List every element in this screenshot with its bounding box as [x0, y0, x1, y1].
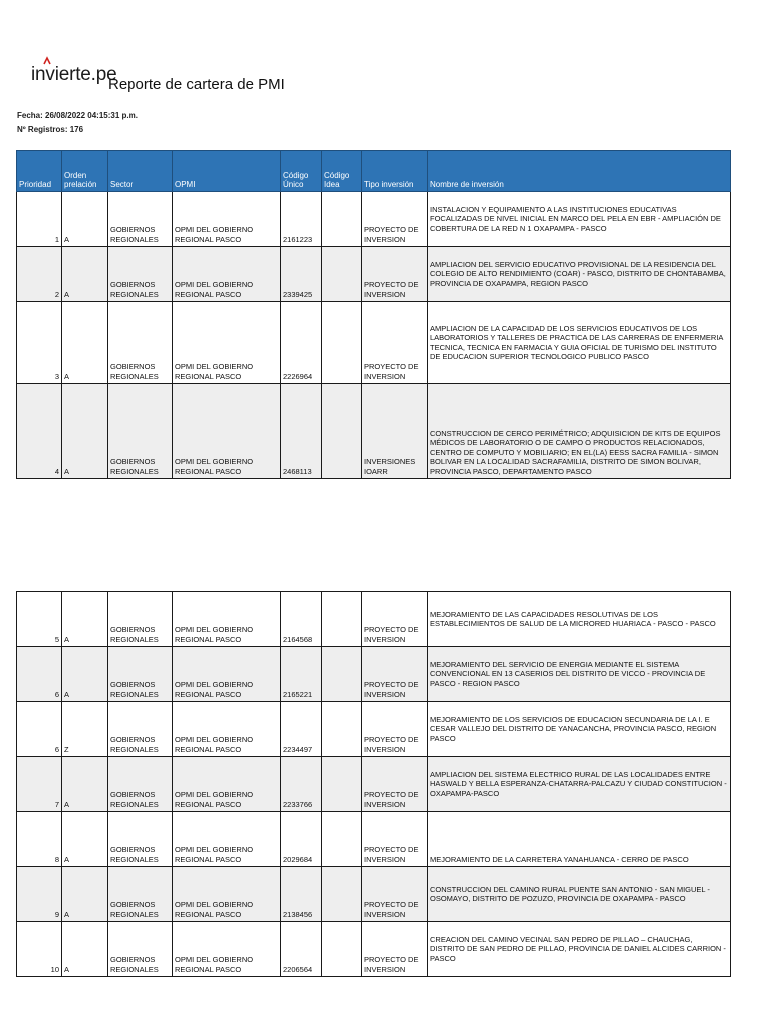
cell-tipo: PROYECTO DE INVERSION	[362, 757, 428, 812]
cell-nombre: AMPLIACION DE LA CAPACIDAD DE LOS SERVICIOS EDUCATIVOS DE LOS LABORATORIOS Y TALLERES DE PRACTICA DE LAS CARRERAS DE ENFERMERIA TECNICA, TECNICA EN FARMACIA Y GUIA OFICIAL DE TURISMO DEL INSTITUTO DE EDUCACION SUPERIOR TECNOLOGICO PUBLICO PASCO	[428, 302, 731, 384]
col-header-nombre: Nombre de inversión	[428, 151, 731, 192]
cell-tipo: PROYECTO DE INVERSION	[362, 647, 428, 702]
cell-opmi: OPMI DEL GOBIERNO REGIONAL PASCO	[173, 192, 281, 247]
cell-prioridad: 2	[17, 247, 62, 302]
cell-codigo-idea	[322, 192, 362, 247]
cell-orden: A	[62, 812, 108, 867]
cell-codigo-idea	[322, 384, 362, 479]
cell-sector: GOBIERNOS REGIONALES	[108, 384, 173, 479]
cell-sector: GOBIERNOS REGIONALES	[108, 302, 173, 384]
cell-codigo-idea	[322, 247, 362, 302]
cell-codigo-idea	[322, 757, 362, 812]
cell-codigo-idea	[322, 647, 362, 702]
cell-codigo-unico: 2161223	[281, 192, 322, 247]
cell-codigo-idea	[322, 592, 362, 647]
cell-codigo-unico: 2226964	[281, 302, 322, 384]
cell-codigo-unico: 2339425	[281, 247, 322, 302]
cell-orden: A	[62, 757, 108, 812]
col-header-orden: Orden prelación	[62, 151, 108, 192]
cell-codigo-idea	[322, 922, 362, 977]
cell-sector: GOBIERNOS REGIONALES	[108, 702, 173, 757]
cell-prioridad: 7	[17, 757, 62, 812]
cell-codigo-unico: 2164568	[281, 592, 322, 647]
cell-tipo: INVERSIONES IOARR	[362, 384, 428, 479]
cell-tipo: PROYECTO DE INVERSION	[362, 702, 428, 757]
cell-prioridad: 1	[17, 192, 62, 247]
cell-opmi: OPMI DEL GOBIERNO REGIONAL PASCO	[173, 867, 281, 922]
cell-orden: A	[62, 922, 108, 977]
cell-codigo-idea	[322, 867, 362, 922]
record-count: Nº Registros: 176	[17, 125, 84, 134]
cell-nombre: MEJORAMIENTO DEL SERVICIO DE ENERGIA MEDIANTE EL SISTEMA CONVENCIONAL EN 13 CASERIOS DEL DISTRITO DE VICCO - PROVINCIA DE PASCO - REGION PASCO	[428, 647, 731, 702]
cell-nombre: MEJORAMIENTO DE LAS CAPACIDADES RESOLUTIVAS DE LOS ESTABLECIMIENTOS DE SALUD DE LA MICRORED HUARIACA - PASCO - PASCO	[428, 592, 731, 647]
cell-orden: A	[62, 867, 108, 922]
cell-tipo: PROYECTO DE INVERSION	[362, 812, 428, 867]
col-header-tipo: Tipo inversión	[362, 151, 428, 192]
cell-sector: GOBIERNOS REGIONALES	[108, 592, 173, 647]
table-row	[17, 812, 731, 867]
cell-sector: GOBIERNOS REGIONALES	[108, 647, 173, 702]
table-row	[17, 247, 731, 302]
logo-text: invierte.pe	[31, 64, 117, 85]
cell-sector: GOBIERNOS REGIONALES	[108, 757, 173, 812]
cell-sector: GOBIERNOS REGIONALES	[108, 867, 173, 922]
cell-nombre: MEJORAMIENTO DE LA CARRETERA YANAHUANCA - CERRO DE PASCO	[428, 812, 731, 867]
table-row	[17, 922, 731, 977]
cell-prioridad: 9	[17, 867, 62, 922]
investment-table-page-2	[16, 591, 731, 977]
invierte-pe-logo	[31, 64, 116, 86]
cell-orden: A	[62, 247, 108, 302]
table-row	[17, 757, 731, 812]
cell-codigo-unico: 2206564	[281, 922, 322, 977]
cell-codigo-unico: 2138456	[281, 867, 322, 922]
cell-orden: Z	[62, 702, 108, 757]
cell-prioridad: 5	[17, 592, 62, 647]
cell-nombre: AMPLIACION DEL SISTEMA ELECTRICO RURAL DE LAS LOCALIDADES ENTRE HASWALD Y BELLA ESPERANZA-CHATARRA-PALCAZU Y CIUDAD CONSTITUCION -OXAPAMPA-PASCO	[428, 757, 731, 812]
report-date: Fecha: 26/08/2022 04:15:31 p.m.	[17, 111, 138, 120]
col-header-sector: Sector	[108, 151, 173, 192]
cell-codigo-idea	[322, 702, 362, 757]
cell-tipo: PROYECTO DE INVERSION	[362, 302, 428, 384]
cell-codigo-idea	[322, 302, 362, 384]
cell-sector: GOBIERNOS REGIONALES	[108, 247, 173, 302]
cell-opmi: OPMI DEL GOBIERNO REGIONAL PASCO	[173, 702, 281, 757]
col-header-prioridad: Prioridad	[17, 151, 62, 192]
cell-tipo: PROYECTO DE INVERSION	[362, 247, 428, 302]
col-header-codigo-idea: Código Idea	[322, 151, 362, 192]
cell-tipo: PROYECTO DE INVERSION	[362, 592, 428, 647]
cell-sector: GOBIERNOS REGIONALES	[108, 812, 173, 867]
table-row	[17, 384, 731, 479]
cell-opmi: OPMI DEL GOBIERNO REGIONAL PASCO	[173, 812, 281, 867]
cell-tipo: PROYECTO DE INVERSION	[362, 922, 428, 977]
cell-codigo-unico: 2234497	[281, 702, 322, 757]
cell-codigo-unico: 2468113	[281, 384, 322, 479]
cell-prioridad: 6	[17, 702, 62, 757]
cell-codigo-unico: 2233766	[281, 757, 322, 812]
investment-table-page-1	[16, 150, 731, 479]
cell-tipo: PROYECTO DE INVERSION	[362, 192, 428, 247]
cell-orden: A	[62, 302, 108, 384]
table-row	[17, 702, 731, 757]
cell-nombre: CONSTRUCCION DE CERCO PERIMÉTRICO; ADQUISICION DE KITS DE EQUIPOS MÉDICOS DE LABORATORIO O DE CAMPO O PRODUCTOS RELACIONADOS, CENTRO DE COMPUTO Y MOBILIARIO; EN EL(LA) EESS SACRA FAMILIA - SIMON BOLIVAR EN LA LOCALIDAD SACRAFAMILIA, DISTRITO DE SIMON BOLIVAR, PROVINCIA PASCO, DEPARTAMENTO PASCO	[428, 384, 731, 479]
cell-prioridad: 6	[17, 647, 62, 702]
cell-prioridad: 8	[17, 812, 62, 867]
logo-accent-icon	[42, 56, 52, 66]
cell-opmi: OPMI DEL GOBIERNO REGIONAL PASCO	[173, 384, 281, 479]
cell-codigo-unico: 2165221	[281, 647, 322, 702]
table-row	[17, 592, 731, 647]
cell-orden: A	[62, 384, 108, 479]
cell-codigo-unico: 2029684	[281, 812, 322, 867]
cell-prioridad: 10	[17, 922, 62, 977]
cell-prioridad: 4	[17, 384, 62, 479]
col-header-opmi: OPMI	[173, 151, 281, 192]
cell-prioridad: 3	[17, 302, 62, 384]
report-title: Reporte de cartera de PMI	[108, 76, 285, 93]
cell-nombre: CONSTRUCCION DEL CAMINO RURAL PUENTE SAN ANTONIO - SAN MIGUEL - OSOMAYO, DISTRITO DE POZUZO, PROVINCIA DE OXAPAMPA - PASCO	[428, 867, 731, 922]
cell-opmi: OPMI DEL GOBIERNO REGIONAL PASCO	[173, 647, 281, 702]
cell-opmi: OPMI DEL GOBIERNO REGIONAL PASCO	[173, 757, 281, 812]
cell-codigo-idea	[322, 812, 362, 867]
col-header-codigo-unico: Código Único	[281, 151, 322, 192]
cell-orden: A	[62, 647, 108, 702]
table-row	[17, 867, 731, 922]
table-row	[17, 647, 731, 702]
cell-tipo: PROYECTO DE INVERSION	[362, 867, 428, 922]
cell-nombre: CREACION DEL CAMINO VECINAL SAN PEDRO DE PILLAO – CHAUCHAG, DISTRITO DE SAN PEDRO DE PILLAO, PROVINCIA DE DANIEL ALCIDES CARRION - PASCO	[428, 922, 731, 977]
cell-opmi: OPMI DEL GOBIERNO REGIONAL PASCO	[173, 302, 281, 384]
table-row	[17, 192, 731, 247]
cell-nombre: INSTALACION Y EQUIPAMIENTO A LAS INSTITUCIONES EDUCATIVAS FOCALIZADAS DE NIVEL INICIAL EN MARCO DEL PELA EN EBR - AMPLIACIÓN DE COBERTURA DE LA RED N 1 OXAPAMPA - PASCO	[428, 192, 731, 247]
cell-sector: GOBIERNOS REGIONALES	[108, 192, 173, 247]
table-row	[17, 302, 731, 384]
cell-nombre: MEJORAMIENTO DE LOS SERVICIOS DE EDUCACION SECUNDARIA DE LA I. E CESAR VALLEJO DEL DISTRITO DE YANACANCHA, PROVINCIA PASCO, REGION PASCO	[428, 702, 731, 757]
cell-orden: A	[62, 592, 108, 647]
cell-opmi: OPMI DEL GOBIERNO REGIONAL PASCO	[173, 247, 281, 302]
table-header-row	[17, 151, 731, 192]
cell-nombre: AMPLIACION DEL SERVICIO EDUCATIVO PROVISIONAL DE LA RESIDENCIA DEL COLEGIO DE ALTO RENDIMIENTO (COAR) - PASCO, DISTRITO DE CHONTABAMBA, PROVINCIA DE OXAPAMPA, REGION PASCO	[428, 247, 731, 302]
cell-opmi: OPMI DEL GOBIERNO REGIONAL PASCO	[173, 922, 281, 977]
cell-opmi: OPMI DEL GOBIERNO REGIONAL PASCO	[173, 592, 281, 647]
cell-sector: GOBIERNOS REGIONALES	[108, 922, 173, 977]
cell-orden: A	[62, 192, 108, 247]
